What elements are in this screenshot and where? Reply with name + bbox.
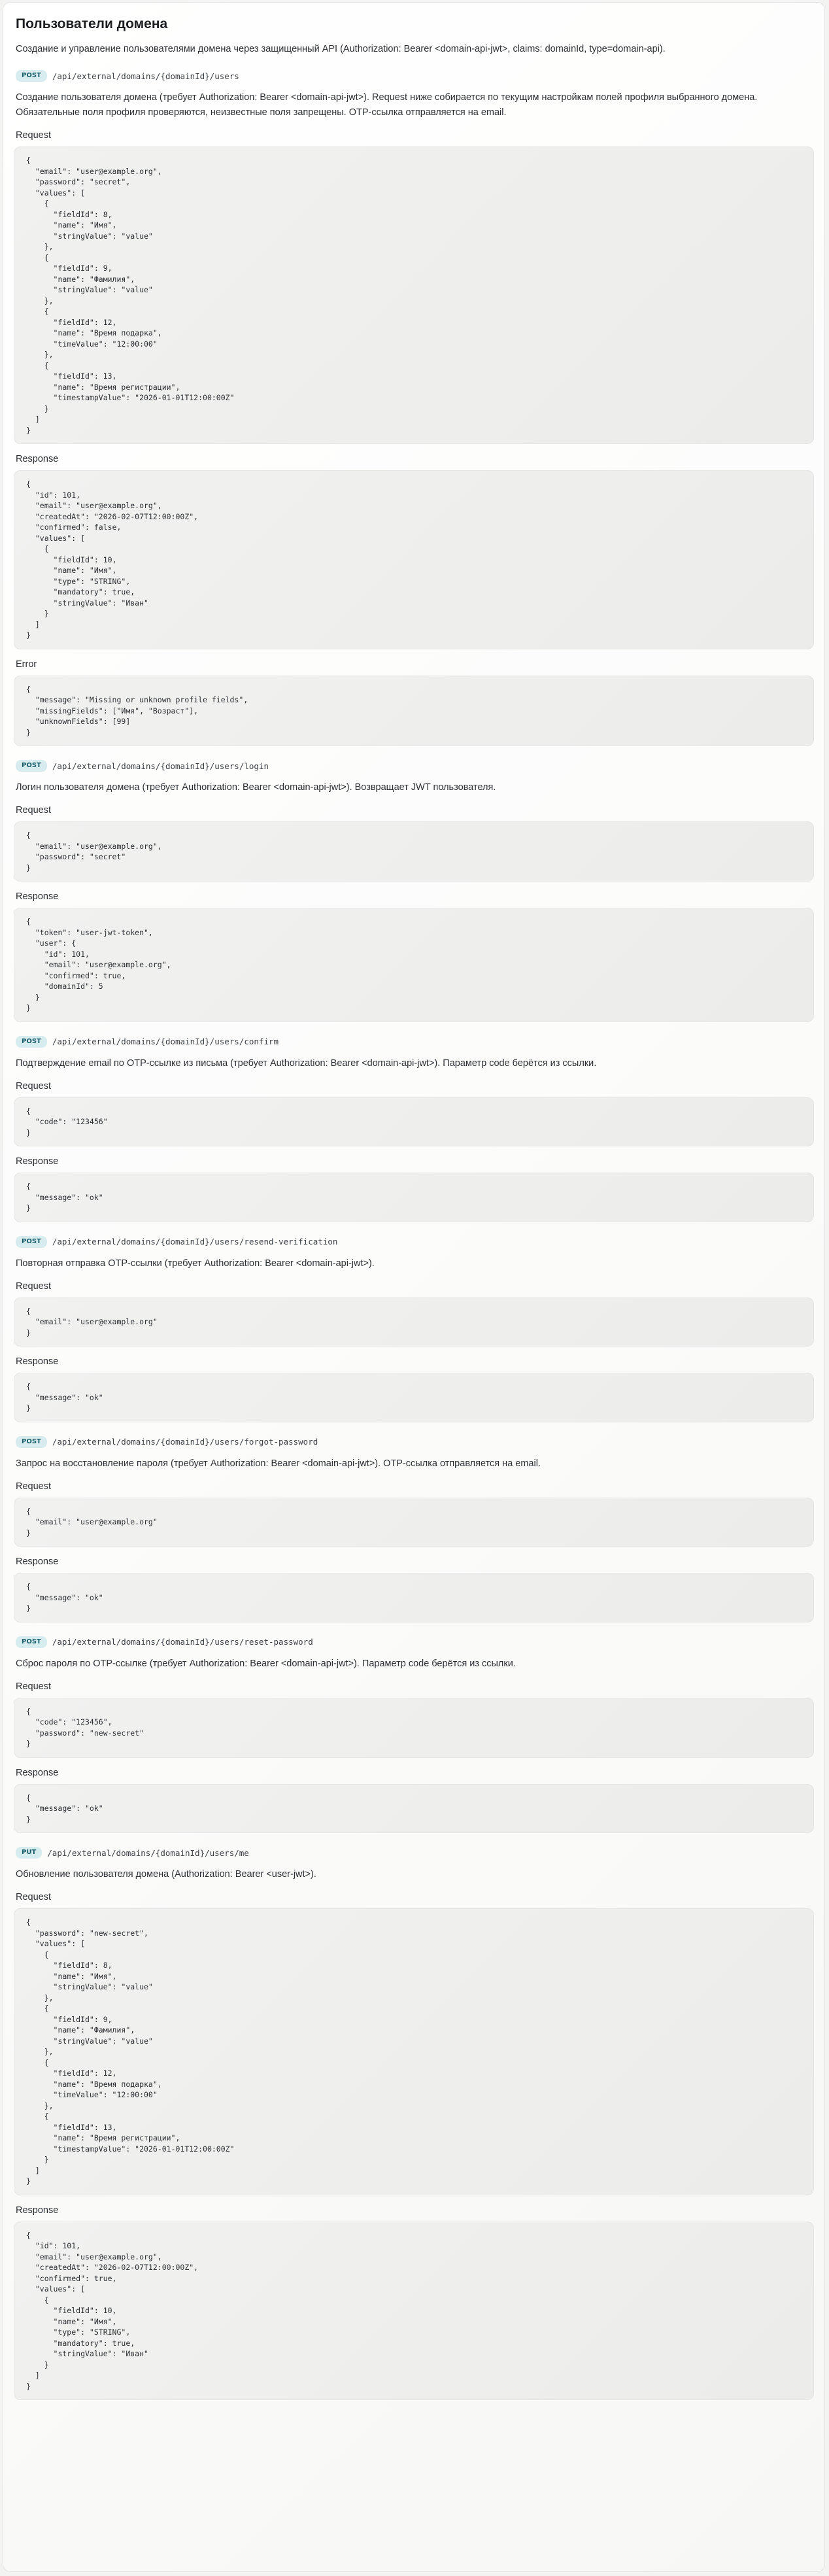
code-block[interactable]: { "email": "user@example.org" } <box>14 1297 814 1347</box>
endpoint-header <box>16 68 814 84</box>
code-block[interactable]: { "message": "ok" } <box>14 1784 814 1834</box>
endpoint-description: Повторная отправка OTP-ссылки (требует Authorization: Bearer <domain-api-jwt>). <box>16 1258 375 1269</box>
code-block[interactable]: { "id": 101, "email": "user@example.org", "createdAt": "2026-02-07T12:00:00Z", "confirmed": true, "values": [ { "fieldId": 10, "name": "Имя", "type": "STRING", "mandatory": true, "stringValue": "Иван" } ] } <box>14 2222 814 2401</box>
endpoint-header <box>16 1234 814 1250</box>
endpoint-path: /api/external/domains/{domainId}/users/me <box>47 1847 249 1858</box>
code-block[interactable]: { "email": "user@example.org", "password": "secret" } <box>14 821 814 882</box>
block-label: Request <box>16 1681 52 1692</box>
code-block[interactable]: { "message": "ok" } <box>14 1573 814 1623</box>
method-badge: POST <box>16 760 47 772</box>
method-badge: POST <box>16 1236 47 1248</box>
block-label: Response <box>16 891 59 902</box>
block-label: Response <box>16 1767 59 1778</box>
block-label: Request <box>16 1280 52 1292</box>
block-label: Request <box>16 1080 52 1091</box>
code-block[interactable]: { "code": "123456", "password": "new-secret" } <box>14 1698 814 1758</box>
endpoint-section <box>14 1434 814 1623</box>
endpoint-description: Обновление пользователя домена (Authorization: Bearer <user-jwt>). <box>16 1869 316 1880</box>
endpoint-path: /api/external/domains/{domainId}/users/confirm <box>52 1037 279 1046</box>
endpoint-header <box>16 1634 814 1650</box>
block-label: Response <box>16 2205 59 2216</box>
endpoint-header <box>16 1845 814 1861</box>
endpoint-description: Логин пользователя домена (требует Authorization: Bearer <domain-api-jwt>). Возвращает JWT пользователя. <box>16 782 496 793</box>
docs-card <box>3 2 825 2572</box>
block-label: Error <box>16 659 37 670</box>
endpoint-path: /api/external/domains/{domainId}/users/resend-verification <box>52 1237 338 1246</box>
page-title: Пользователи домена <box>16 16 168 31</box>
endpoint-header <box>16 1434 814 1450</box>
block-label: Response <box>16 1556 59 1567</box>
endpoint-section <box>14 68 814 746</box>
endpoint-path: /api/external/domains/{domainId}/users/forgot-password <box>52 1437 318 1447</box>
endpoint-path: /api/external/domains/{domainId}/users/reset-password <box>52 1637 313 1647</box>
block-label: Request <box>16 1892 52 1902</box>
block-label: Request <box>16 805 52 816</box>
endpoint-section <box>14 1234 814 1422</box>
code-block[interactable]: { "password": "new-secret", "values": [ { "fieldId": 8, "name": "Имя", "stringValue": "value" }, { "fieldId": 9, "name": "Фамилия", "stringValue": "value" }, { "fieldId": 12, "name": "Время подарка", "timeValue": "12:00:00" }, { "fieldId": 13, "name": "Время регистрации", "timestampValue": "2026-01-01T12:00:00Z" } ] } <box>14 1908 814 2195</box>
endpoint-header <box>16 1034 814 1050</box>
code-block[interactable]: { "token": "user-jwt-token", "user": { "id": 101, "email": "user@example.org", "confirmed": true, "domainId": 5 } } <box>14 908 814 1022</box>
code-block[interactable]: { "message": "Missing or unknown profile fields", "missingFields": ["Имя", "Возраст"], "unknownFields": [99] } <box>14 676 814 747</box>
code-block[interactable]: { "message": "ok" } <box>14 1373 814 1422</box>
block-label: Request <box>16 130 52 141</box>
code-block[interactable]: { "message": "ok" } <box>14 1173 814 1222</box>
endpoint-description: Запрос на восстановление пароля (требует Authorization: Bearer <domain-api-jwt>). OTP-ссылка отправляется на email. <box>16 1458 541 1469</box>
code-block[interactable]: { "email": "user@example.org" } <box>14 1498 814 1547</box>
endpoint-path: /api/external/domains/{domainId}/users <box>52 71 239 81</box>
endpoint-list <box>14 68 814 2400</box>
block-label: Response <box>16 454 59 464</box>
page-intro: Создание и управление пользователями домена через защищенный API (Authorization: Bearer <domain-api-jwt>, claims: domainId, type=domain-api). <box>16 44 666 54</box>
method-badge: POST <box>16 1436 47 1448</box>
method-badge: PUT <box>16 1847 42 1859</box>
method-badge: POST <box>16 70 47 82</box>
endpoint-description: Сброс пароля по OTP-ссылке (требует Authorization: Bearer <domain-api-jwt>). Параметр code берётся из ссылки. <box>16 1658 516 1669</box>
endpoint-section <box>14 1845 814 2400</box>
code-block[interactable]: { "code": "123456" } <box>14 1097 814 1147</box>
endpoint-description: Создание пользователя домена (требует Authorization: Bearer <domain-api-jwt>). Request ниже собирается по текущим настройкам полей профиля выбранного домена. Обязательные поля профиля проверяются, неизвестные поля запрещены. OTP-ссылка отправляется на email. <box>16 92 758 118</box>
endpoint-path: /api/external/domains/{domainId}/users/login <box>52 761 269 771</box>
endpoint-section <box>14 758 814 1022</box>
endpoint-description: Подтверждение email по OTP-ссылке из письма (требует Authorization: Bearer <domain-api-jwt>). Параметр code берётся из ссылки. <box>16 1057 597 1069</box>
method-badge: POST <box>16 1636 47 1648</box>
endpoint-header <box>16 758 814 774</box>
method-badge: POST <box>16 1036 47 1048</box>
block-label: Request <box>16 1481 52 1492</box>
code-block[interactable]: { "id": 101, "email": "user@example.org", "createdAt": "2026-02-07T12:00:00Z", "confirmed": false, "values": [ { "fieldId": 10, "name": "Имя", "type": "STRING", "mandatory": true, "stringValue": "Иван" } ] } <box>14 470 814 649</box>
code-block[interactable]: { "email": "user@example.org", "password": "secret", "values": [ { "fieldId": 8, "name": "Имя", "stringValue": "value" }, { "fieldId": 9, "name": "Фамилия", "stringValue": "value" }, { "fieldId": 12, "name": "Время подарка", "timeValue": "12:00:00" }, { "fieldId": 13, "name": "Время регистрации", "timestampValue": "2026-01-01T12:00:00Z" } ] } <box>14 146 814 444</box>
endpoint-section <box>14 1034 814 1222</box>
block-label: Response <box>16 1356 59 1367</box>
block-label: Response <box>16 1156 59 1167</box>
endpoint-section <box>14 1634 814 1834</box>
